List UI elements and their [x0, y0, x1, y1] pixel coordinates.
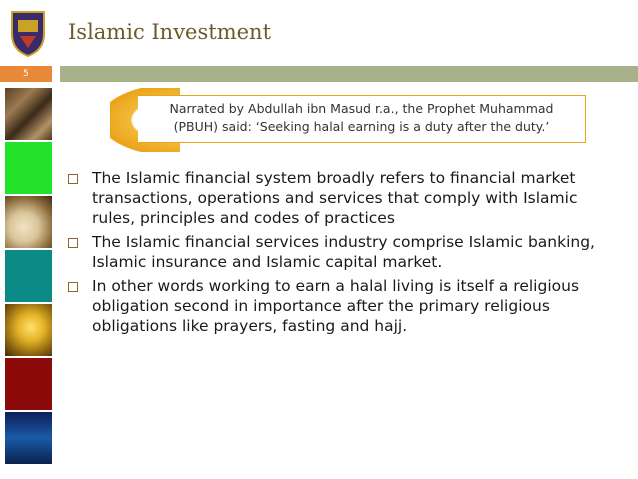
photo-tile-chart	[5, 412, 52, 464]
color-tile-maroon	[5, 358, 52, 410]
list-item	[66, 276, 596, 336]
header-divider-bar	[0, 66, 638, 82]
slide-number: 5	[0, 66, 52, 82]
image-strip	[5, 88, 52, 466]
color-tile-green	[5, 142, 52, 194]
list-item	[66, 232, 596, 272]
quote-line-2: (PBUH) said: ‘Seeking halal earning is a duty after the duty.’	[173, 119, 550, 134]
quote-line-1: Narrated by Abdullah ibn Masud r.a., the Prophet Muhammad	[169, 101, 554, 116]
bullet-list	[66, 168, 596, 340]
quote-box	[138, 95, 586, 143]
bullet-square-icon	[68, 282, 78, 292]
list-item	[66, 168, 596, 228]
divider-band	[60, 66, 638, 82]
photo-tile-1	[5, 88, 52, 140]
bullet-square-icon	[68, 174, 78, 184]
bullet-text: In other words working to earn a halal living is itself a religious obligation second in importance after the primary religious obligations like prayers, fasting and hajj.	[92, 277, 580, 335]
photo-tile-book	[5, 196, 52, 248]
color-tile-teal	[5, 250, 52, 302]
photo-tile-coins	[5, 304, 52, 356]
page-title: Islamic Investment	[68, 20, 272, 44]
quote-callout	[110, 88, 590, 152]
bullet-square-icon	[68, 238, 78, 248]
crest-logo	[10, 8, 46, 58]
bullet-text: The Islamic financial services industry comprise Islamic banking, Islamic insurance and Islamic capital market.	[92, 233, 595, 271]
bullet-text: The Islamic financial system broadly refers to financial market transactions, operations and services that comply with Islamic rules, principles and codes of practices	[92, 169, 578, 227]
